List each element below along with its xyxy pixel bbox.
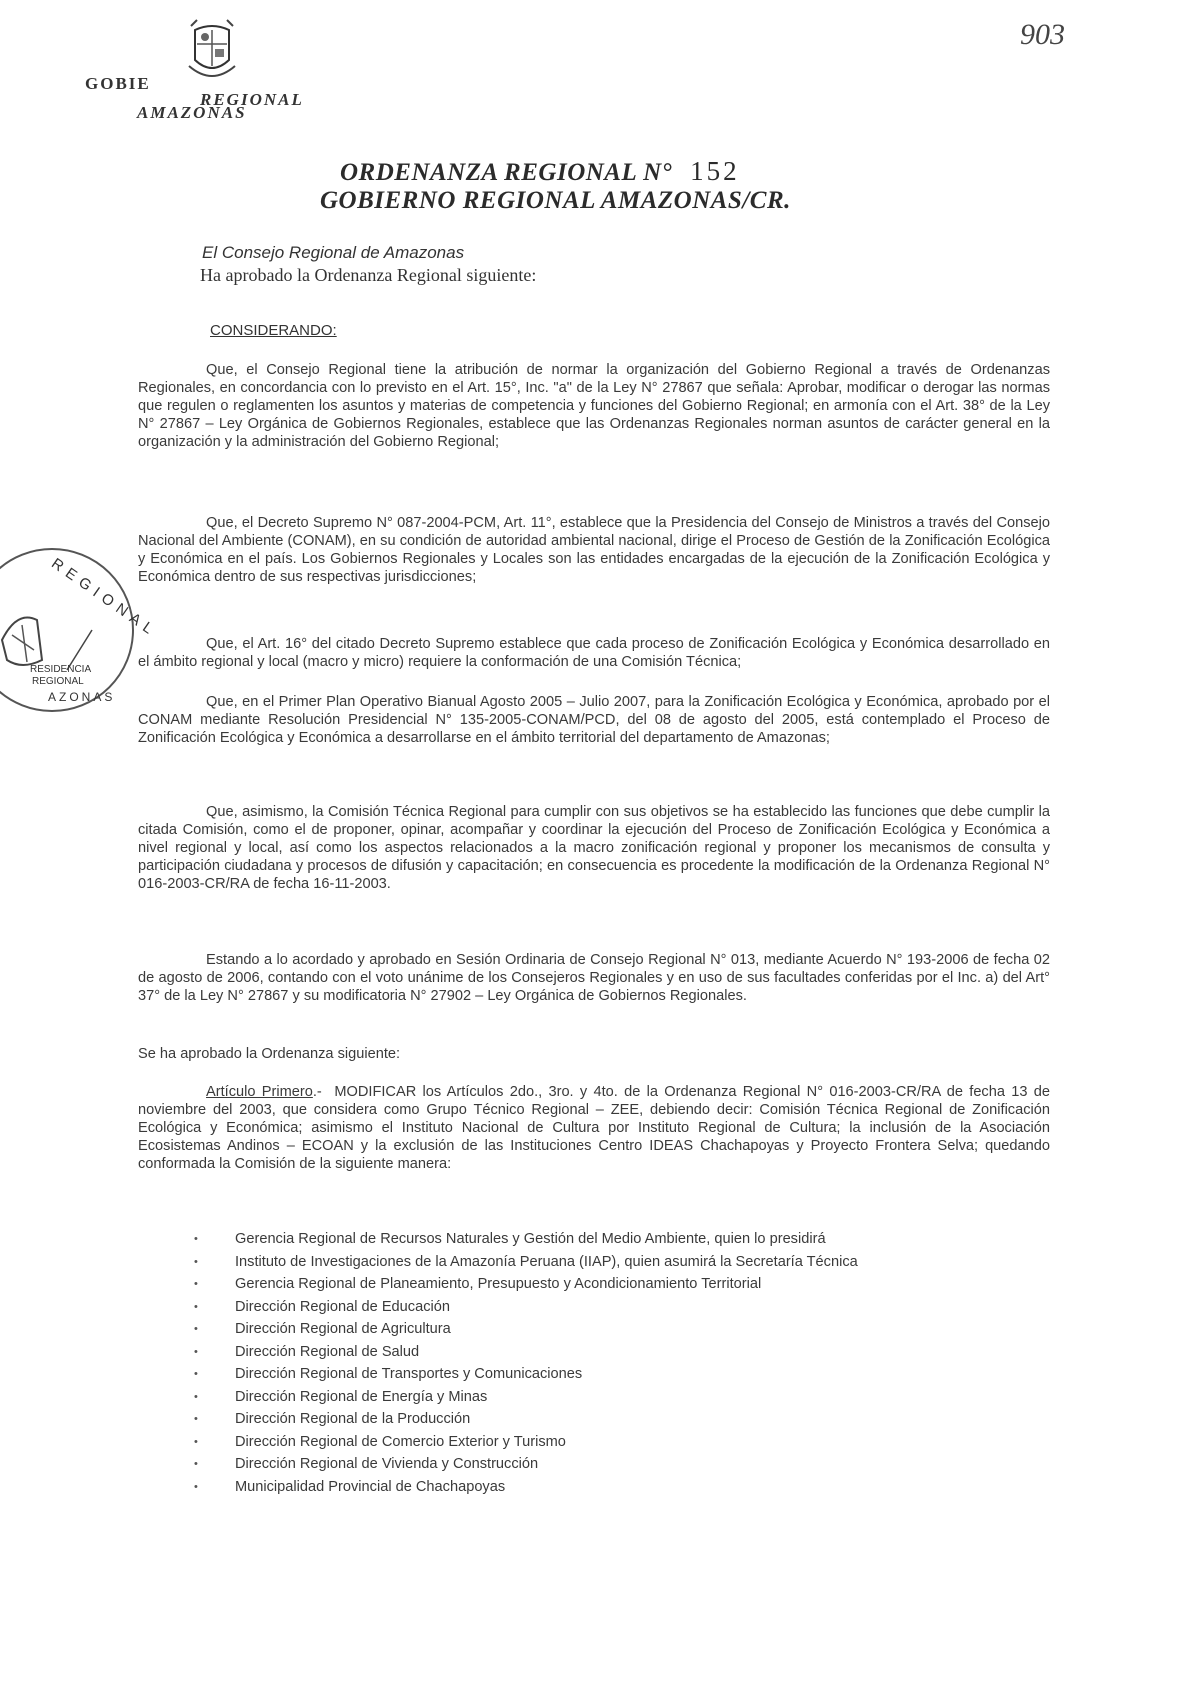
member-list-item bbox=[192, 1386, 992, 1409]
paragraph-text: Que, el Art. 16° del citado Decreto Supremo establece que cada proceso de Zonificación Ecológica y Económica desarrollado en el ámbito regional y local (macro y micro) requiere la conformación de una Comisión Técnica; bbox=[138, 636, 1050, 670]
ordinance-title bbox=[340, 156, 740, 187]
paragraph-text: Que, en el Primer Plan Operativo Bianual Agosto 2005 – Julio 2007, para la Zonificación Ecológica y Económica, aprobado por el CONAM mediante Resolución Presidencial N° 135-2005-CONAM/PCD, del 08 de agosto del 2005, está contemplado el Proceso de Zonificación Ecológica y Económica a desarrollarse en el ámbito territorial del departamento de Amazonas; bbox=[138, 694, 1050, 746]
org-name-line1-left: GOBIE bbox=[85, 74, 151, 93]
member-name: Dirección Regional de Comercio Exterior y Turismo bbox=[235, 1433, 566, 1450]
member-list-item bbox=[192, 1408, 992, 1431]
bullet-icon: • bbox=[194, 1345, 198, 1358]
ordinance-subtitle: GOBIERNO REGIONAL AMAZONAS/CR. bbox=[320, 187, 791, 214]
member-name: Instituto de Investigaciones de la Amazonía Peruana (IIAP), quien asumirá la Secretaría Técnica bbox=[235, 1253, 858, 1270]
coat-of-arms-icon bbox=[183, 16, 241, 84]
considerando-paragraph-1 bbox=[138, 361, 1050, 451]
council-line: El Consejo Regional de Amazonas bbox=[202, 243, 465, 262]
seal-bottom-text-3: AZONAS bbox=[48, 690, 116, 704]
member-name: Dirección Regional de Agricultura bbox=[235, 1321, 451, 1337]
ordinance-number: 152 bbox=[690, 156, 740, 186]
bullet-icon: • bbox=[194, 1368, 198, 1380]
seal-top-text: REGIONAL bbox=[48, 555, 161, 641]
org-name-line2: AMAZONAS bbox=[137, 103, 247, 122]
paragraph-text: Que, asimismo, la Comisión Técnica Regional para cumplir con sus objetivos se ha establecido las funciones que debe cumplir la citada Comisión, como el de proponer, opinar, acompañar y coordinar la ejecución del Proceso de Zonificación Ecológica y Económica a nivel regional y local, así como los aspectos relacionados a la macro zonificación regional y proponer los mecanismos de consulta y participación ciudadana y procesos de difusión y capacitación; en consecuencia es procedente la modificación de la Ordenanza Regional N° 016-2003-CR/RA de fecha 16-11-2003. bbox=[138, 804, 1050, 892]
member-list-item bbox=[192, 1273, 992, 1296]
member-list-item bbox=[192, 1431, 992, 1454]
considerando-paragraph-4 bbox=[138, 693, 1050, 747]
seal-bottom-text-1: RESIDENCIA bbox=[30, 664, 92, 675]
member-name: Gerencia Regional de Planeamiento, Presupuesto y Acondicionamiento Territorial bbox=[235, 1276, 762, 1292]
bullet-icon: • bbox=[194, 1323, 198, 1335]
member-list-item bbox=[192, 1453, 992, 1476]
member-name: Dirección Regional de la Producción bbox=[235, 1411, 471, 1427]
member-list-item bbox=[192, 1251, 992, 1274]
bullet-icon: • bbox=[194, 1413, 198, 1425]
bullet-icon: • bbox=[194, 1480, 198, 1493]
considerando-heading: CONSIDERANDO: bbox=[210, 322, 337, 339]
paragraph-text: Que, el Decreto Supremo N° 087-2004-PCM, Art. 11°, establece que la Presidencia del Consejo de Ministros a través del Consejo Nacional del Ambiente (CONAM), en su condición de autoridad ambiental nacional, dirige el Proceso de Gestión de la Zonificación Ecológica y Económica en el país. Los Gobiernos Regionales y Locales son las entidades encargadas de la ejecución de la Zonificación Ecológica y Económica dentro de sus respectivas jurisdicciones; bbox=[138, 515, 1050, 585]
member-list-item bbox=[192, 1341, 992, 1364]
member-list-item bbox=[192, 1363, 992, 1386]
article-primero-text: MODIFICAR los Artículos 2do., 3ro. y 4to. de la Ordenanza Regional N° 016-2003-CR/RA de fecha 13 de noviembre del 2003, que considera como Grupo Técnico Regional – ZEE, debiendo decir: Comisión Técnica Regional de Zonificación Ecológica y Económica; asimismo el Instituto Nacional de Cultura por Instituto Regional de Cultura; la inclusión de la Asociación Ecosistemas Andinos – ECOAN y la exclusión de las Instituciones Centro IDEAS Chachapoyas y Proyecto Frontera Selva; quedando conformada la Comisión de la siguiente manera: bbox=[138, 1084, 1051, 1172]
member-list-item bbox=[192, 1296, 992, 1319]
considerando-paragraph-3 bbox=[138, 635, 1050, 671]
considerando-paragraph-2 bbox=[138, 514, 1050, 586]
member-list-item bbox=[192, 1228, 992, 1251]
considerando-paragraph-5 bbox=[138, 803, 1050, 893]
approved-line: Se ha aprobado la Ordenanza siguiente: bbox=[138, 1046, 401, 1062]
article-primero bbox=[138, 1083, 1050, 1173]
bullet-icon: • bbox=[194, 1300, 198, 1313]
member-name: Dirección Regional de Salud bbox=[235, 1343, 420, 1360]
bullet-icon: • bbox=[194, 1458, 198, 1470]
member-name: Dirección Regional de Educación bbox=[235, 1298, 450, 1315]
member-name: Dirección Regional de Energía y Minas bbox=[235, 1388, 488, 1405]
paragraph-text: Que, el Consejo Regional tiene la atribución de normar la organización del Gobierno Regional a través de Ordenanzas Regionales, en concordancia con lo previsto en el Art. 15°, Inc. "a" de la Ley N° 27867 que señala: Aprobar, modificar o derogar las normas que regulen o reglamenten los asuntos y materias de competencia y funciones del Gobierno Regional; en armonía con el Art. 38° de la Ley N° 27867 – Ley Orgánica de Gobiernos Regionales, establece que las Ordenanzas Regionales norman asuntos de carácter general en la organización y la administración del Gobierno Regional; bbox=[138, 362, 1050, 450]
member-name: Dirección Regional de Vivienda y Construcción bbox=[235, 1456, 539, 1472]
member-name: Dirección Regional de Transportes y Comunicaciones bbox=[235, 1366, 583, 1382]
org-name-line1-right: REGIONAL bbox=[200, 90, 304, 109]
paragraph-text: Estando a lo acordado y aprobado en Sesión Ordinaria de Consejo Regional N° 013, mediante Acuerdo N° 193-2006 de fecha 02 de agosto de 2006, contando con el voto unánime de los Consejeros Regionales y en uso de sus facultades conferidas por el Inc. a) del Art° 37° de la Ley N° 27867 y su modificatoria N° 27902 – Ley Orgánica de Gobiernos Regionales. bbox=[138, 952, 1050, 1004]
article-primero-label: Artículo Primero bbox=[206, 1084, 313, 1100]
ordinance-title-text: ORDENANZA REGIONAL N° bbox=[340, 159, 673, 186]
approval-line: Ha aprobado la Ordenanza Regional siguiente: bbox=[200, 265, 537, 285]
member-name: Gerencia Regional de Recursos Naturales y Gestión del Medio Ambiente, quien lo presidirá bbox=[235, 1231, 826, 1247]
member-list-item bbox=[192, 1476, 992, 1499]
bullet-icon: • bbox=[194, 1435, 198, 1448]
considerando-paragraph-6 bbox=[138, 951, 1050, 1005]
handwritten-page-number: 903 bbox=[1020, 18, 1065, 51]
member-name: Municipalidad Provincial de Chachapoyas bbox=[235, 1478, 506, 1495]
member-list-item bbox=[192, 1318, 992, 1341]
bullet-icon: • bbox=[194, 1278, 198, 1290]
bullet-icon: • bbox=[194, 1255, 198, 1268]
seal-bottom-text-2: REGIONAL bbox=[32, 676, 84, 687]
bullet-icon: • bbox=[194, 1233, 198, 1245]
bullet-icon: • bbox=[194, 1390, 198, 1403]
article-separator: .- bbox=[312, 1084, 322, 1100]
commission-members-list bbox=[192, 1228, 992, 1498]
